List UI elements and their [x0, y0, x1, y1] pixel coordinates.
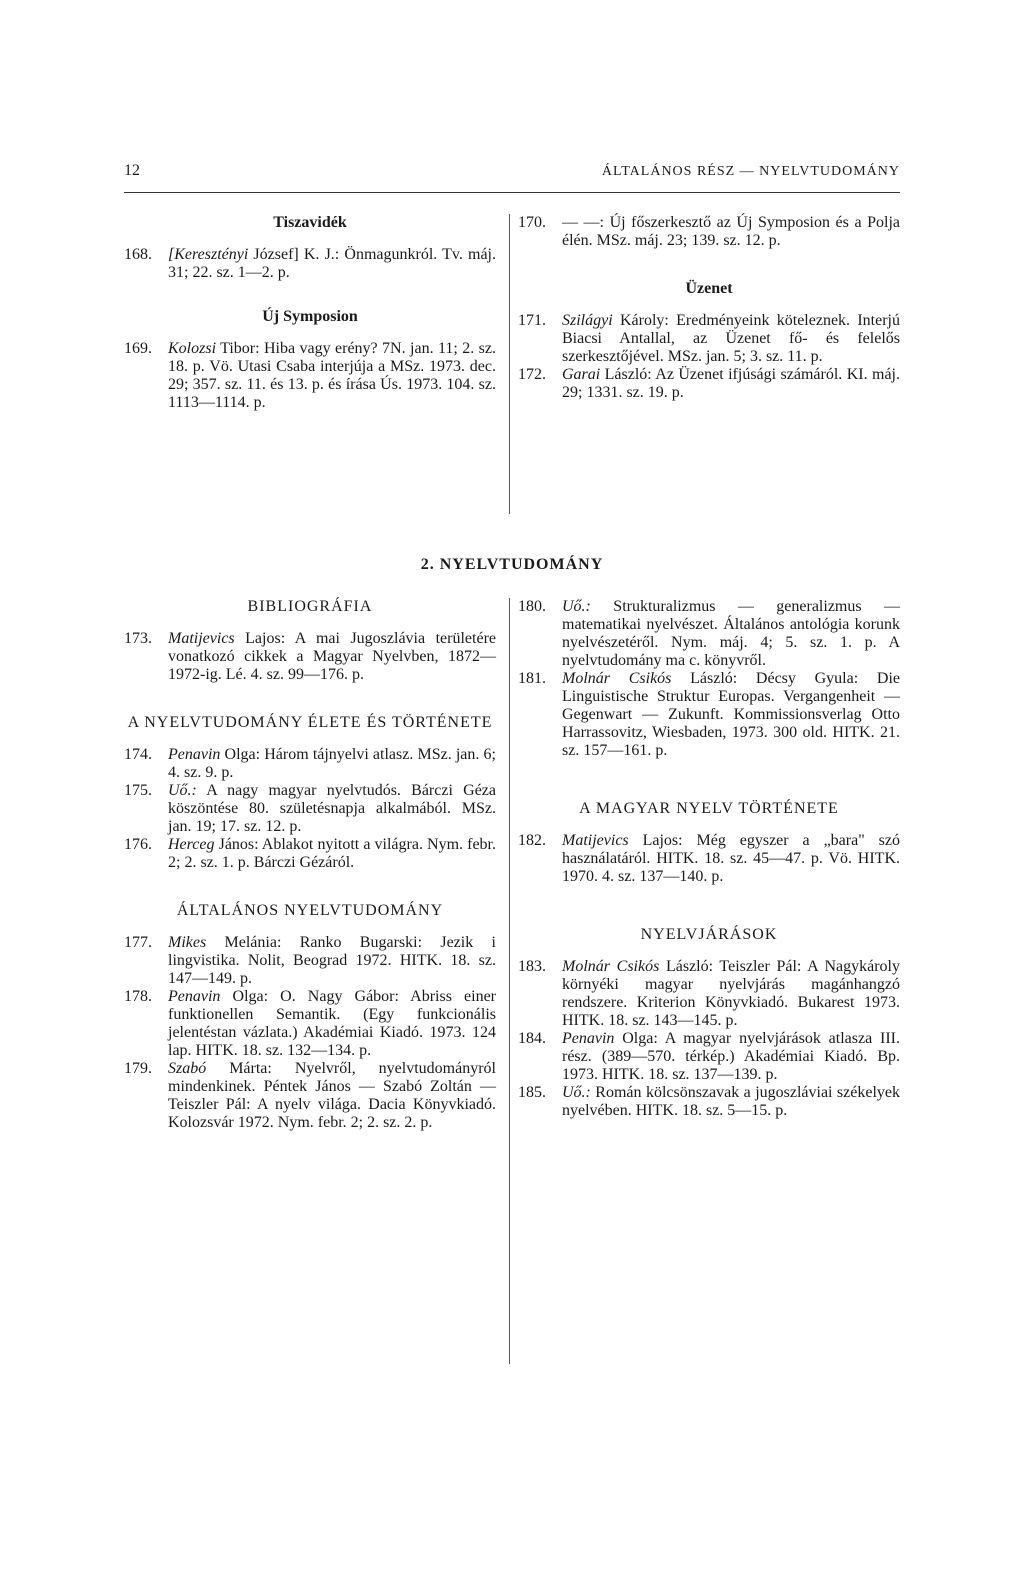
entry-author: Penavin [562, 1030, 615, 1047]
entry-author: Herceg [168, 836, 215, 853]
entry-author: Molnár Csikós [562, 958, 660, 975]
entry-text [168, 934, 496, 988]
entry-text [562, 312, 900, 366]
top-right-column [518, 214, 900, 402]
entry-number: 175. [124, 782, 152, 799]
section-heading: ÁLTALÁNOS NYELVTUDOMÁNY [176, 902, 444, 919]
entry-text [562, 1084, 900, 1120]
bibliography-entry [124, 782, 496, 836]
entry-reference: — —: Új főszerkesztő az Új Symposion és a Polja élén. MSz. máj. 23; 139. sz. 12. p. [562, 214, 900, 249]
entry-number: 170. [518, 214, 546, 231]
entry-text [168, 340, 496, 412]
bottom-column-divider [509, 598, 510, 1364]
entry-number: 184. [518, 1030, 546, 1047]
entry-author: Uő.: [168, 782, 197, 799]
entry-reference: László: Décsy Gyula: Die Linguistische Struktur Europas. Vergangenheit — Gegenwart — Zukunft. Kommissionsverlag Otto Harrassovitz, Wiesbaden, 1973. 300 old. HITK. 21. sz. 157—161. p. [562, 670, 900, 759]
entry-author: Kolozsi [168, 340, 217, 357]
section-heading: A NYELVTUDOMÁNY ÉLETE ÉS TÖRTÉNETE [127, 714, 493, 731]
entry-reference: Román kölcsönszavak a jugoszláviai székelyek nyelvében. HITK. 18. sz. 5—15. p. [562, 1084, 900, 1119]
page-header [124, 162, 900, 186]
entry-text [562, 832, 900, 886]
entry-author: Szabó [168, 1060, 207, 1077]
entry-author: Matijevics [562, 832, 629, 849]
entry-number: 181. [518, 670, 546, 687]
top-left-column [124, 214, 496, 412]
bibliography-entry [124, 836, 496, 872]
entry-reference: László: Teiszler Pál: A Nagykároly környéki magyar nyelvjárás magánhangzó rendszere. Kriterion Könyvkiadó. Bukarest 1973. HITK. 18. sz. 143—145. p. [562, 958, 901, 1029]
entry-number: 177. [124, 934, 152, 951]
bottom-right-column [518, 598, 900, 1120]
bibliography-entry [518, 214, 900, 250]
entry-author: Matijevics [168, 630, 235, 647]
entry-text [168, 630, 496, 684]
entry-author: Uő.: [562, 598, 591, 615]
bibliography-entry [124, 746, 496, 782]
entry-reference: Károly: Eredményeink köteleznek. Interjú Biacsi Antallal, az Üzenet fő- és felelős szerkesztőjével. MSz. jan. 5; 3. sz. 11. p. [562, 312, 900, 365]
main-section-heading: 2. NYELVTUDOMÁNY [420, 556, 604, 573]
bibliography-entry [124, 630, 496, 684]
page-number: 12 [124, 162, 140, 179]
section-heading: BIBLIOGRÁFIA [247, 598, 373, 615]
bottom-left-column [124, 598, 496, 1132]
section-heading: Új Symposion [262, 308, 358, 325]
entry-number: 182. [518, 832, 546, 849]
entry-text [562, 670, 900, 760]
bibliography-entry [124, 340, 496, 412]
entry-number: 169. [124, 340, 152, 357]
section-heading: A MAGYAR NYELV TÖRTÉNETE [579, 800, 839, 817]
entry-number: 183. [518, 958, 546, 975]
entry-text [562, 958, 900, 1030]
section-heading: Üzenet [685, 280, 733, 297]
entry-reference: László: Az Üzenet ifjúsági számáról. KI. máj. 29; 1331. sz. 19. p. [562, 366, 900, 401]
entry-reference: A nagy magyar nyelvtudós. Bárczi Géza köszöntése 80. születésnapja alkalmából. MSz. jan. 19; 17. sz. 12. p. [168, 782, 496, 835]
entry-reference: Strukturalizmus — generalizmus — matematikai nyelvészet. Általános antológia korunk nyelvészetéről. Nym. máj. 4; 5. sz. 1. p. A nyelvtudomány ma c. könyvről. [562, 598, 900, 669]
header-rule [124, 192, 900, 193]
entry-number: 168. [124, 246, 152, 263]
entry-number: 176. [124, 836, 152, 853]
bibliography-entry [518, 958, 900, 1030]
entry-reference: Márta: Nyelvről, nyelvtudományról mindenkinek. Péntek János — Szabó Zoltán — Teiszler Pál: A nyelv világa. Dacia Könyvkiadó. Kolozsvár 1972. Nym. febr. 2; 2. sz. 2. p. [168, 1060, 496, 1131]
entry-reference: Tibor: Hiba vagy erény? 7N. jan. 11; 2. sz. 18. p. Vö. Utasi Csaba interjúja a MSz. 1973. dec. 29; 357. sz. 11. és 13. p. és írása Ús. 1973. 104. sz. 1113—1114. p. [168, 340, 496, 411]
bibliography-entry [518, 598, 900, 670]
bibliography-entry [518, 312, 900, 366]
entry-text [168, 988, 496, 1060]
entry-author: Mikes [168, 934, 207, 951]
entry-text [562, 598, 900, 670]
entry-number: 174. [124, 746, 152, 763]
bibliography-entry [518, 670, 900, 760]
running-title: ÁLTALÁNOS RÉSZ — NYELVTUDOMÁNY [601, 164, 900, 179]
entry-number: 172. [518, 366, 546, 383]
entry-number: 171. [518, 312, 546, 329]
entry-text [168, 1060, 496, 1132]
entry-author: Uő.: [562, 1084, 591, 1101]
bibliography-entry [518, 1030, 900, 1084]
entry-text [168, 246, 496, 282]
bibliography-entry [124, 988, 496, 1060]
entry-author: Penavin [168, 988, 221, 1005]
entry-author: Molnár Csikós [562, 670, 672, 687]
entry-reference: Melánia: Ranko Bugarski: Jezik i lingvistika. Nolit, Beograd 1972. HITK. 18. sz. 147—149. p. [168, 934, 496, 987]
section-heading: NYELVJÁRÁSOK [640, 926, 778, 943]
entry-reference: Lajos: A mai Jugoszlávia területére vonatkozó cikkek a Magyar Nyelvben, 1872—1972-ig. Lé. 4. sz. 99—176. p. [168, 630, 496, 683]
entry-number: 185. [518, 1084, 546, 1101]
entry-reference: József] K. J.: Önmagunkról. Tv. máj. 31; 22. sz. 1—2. p. [168, 246, 496, 281]
entry-number: 173. [124, 630, 152, 647]
bibliography-entry [124, 934, 496, 988]
entry-reference: Olga: O. Nagy Gábor: Abriss einer funktionellen Semantik. (Egy funkcionális jelentéstan vázlata.) Akadémiai Kiadó. 1973. 124 lap. HITK. 18. sz. 132—134. p. [168, 988, 496, 1059]
entry-text [562, 366, 900, 402]
entry-text [168, 746, 496, 782]
entry-number: 179. [124, 1060, 152, 1077]
section-heading: Tiszavidék [273, 214, 347, 231]
entry-author: Szilágyi [562, 312, 613, 329]
entry-reference: Olga: Három tájnyelvi atlasz. MSz. jan. 6; 4. sz. 9. p. [168, 746, 496, 781]
entry-text [168, 782, 496, 836]
entry-number: 178. [124, 988, 152, 1005]
entry-reference: Lajos: Még egyszer a „bara" szó használatáról. HITK. 18. sz. 45—47. p. Vö. HITK. 1970. 4. sz. 137—140. p. [562, 832, 900, 885]
entry-author: [Keresztényi [168, 246, 249, 263]
entry-author: Penavin [168, 746, 221, 763]
bibliography-entry [124, 246, 496, 282]
top-column-divider [509, 214, 510, 514]
entry-text [562, 1030, 900, 1084]
entry-author: Garai [562, 366, 601, 383]
entry-text [562, 214, 900, 250]
entry-reference: János: Ablakot nyitott a világra. Nym. febr. 2; 2. sz. 1. p. Bárczi Gézáról. [168, 836, 496, 871]
entry-reference: Olga: A magyar nyelvjárások atlasza III. rész. (389—570. térkép.) Akadémiai Kiadó. Bp. 1973. HITK. 18. sz. 137—139. p. [562, 1030, 900, 1083]
bibliography-entry [124, 1060, 496, 1132]
bibliography-entry [518, 832, 900, 886]
bibliography-entry [518, 1084, 900, 1120]
entry-number: 180. [518, 598, 546, 615]
bibliography-entry [518, 366, 900, 402]
entry-text [168, 836, 496, 872]
